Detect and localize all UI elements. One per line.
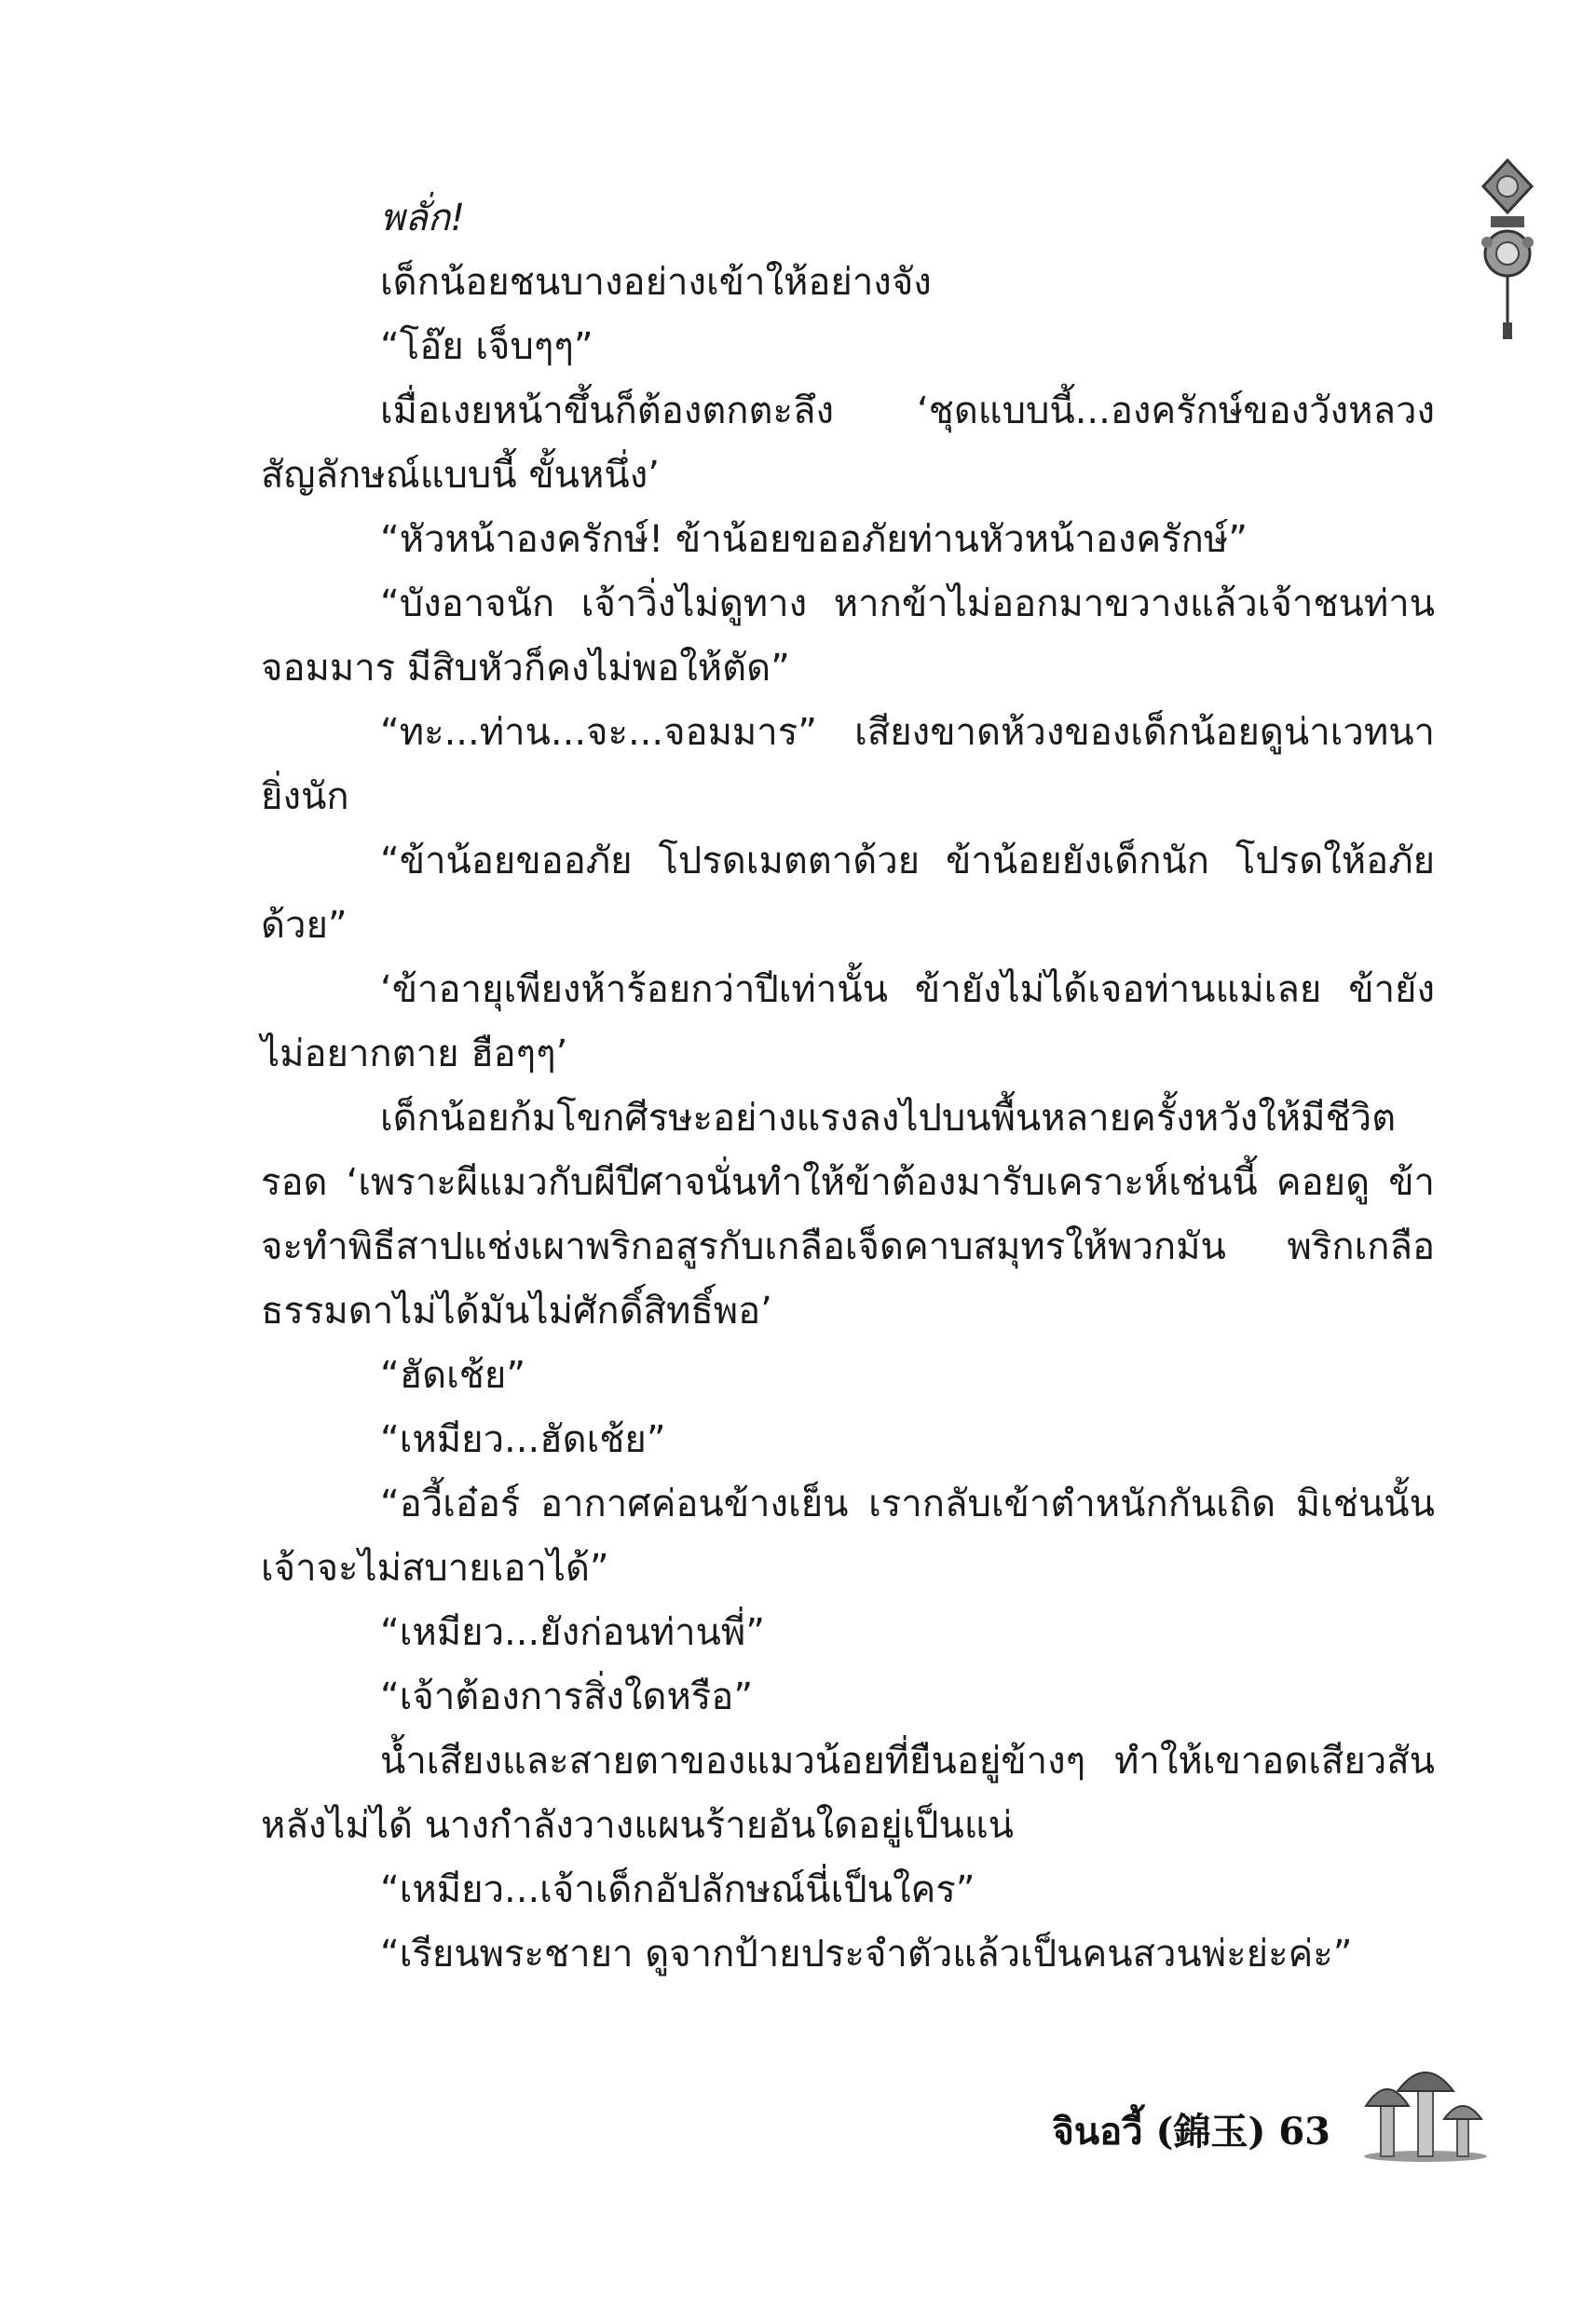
paragraph: เมื่อเงยหน้าขึ้นก็ต้องตกตะลึง ‘ชุดแบบนี้...องครักษ์ของวังหลวง สัญลักษณ์แบบนี้ ขั้นหนึ่ง’ xyxy=(261,390,1435,497)
page-footer xyxy=(1052,2101,1330,2161)
paragraph: “ข้าน้อยขออภัย โปรดเมตตาด้วย ข้าน้อยยังเด็กนัก โปรดให้อภัยด้วย” xyxy=(261,840,1435,947)
paragraph: “หัวหน้าองครักษ์! ข้าน้อยขออภัยท่านหัวหน้าองครักษ์” xyxy=(380,518,1248,561)
paragraph: พลั่ก! xyxy=(380,197,466,239)
paragraph: ‘ข้าอายุเพียงห้าร้อยกว่าปีเท่านั้น ข้ายังไม่ได้เจอท่านแม่เลย ข้ายังไม่อยากตาย ฮือๆๆ’ xyxy=(261,968,1435,1075)
mushroom-cluster-icon xyxy=(1360,2059,1491,2162)
paragraph: เด็กน้อยก้มโขกศีรษะอย่างแรงลงไปบนพื้นหลายครั้งหวังให้มีชีวิตรอด ‘เพราะผีแมวกับผีปีศาจนั่นทำให้ข้าต้องมารับเคราะห์เช่นนี้ คอยดู ข้าจะทำพิธีสาปแช่งเผาพริกอสูรกับเกลือเจ็ดคาบสมุทรให้พวกมัน พริกเกลือธรรมดาไม่ได้มันไม่ศักดิ์สิทธิ์พอ’ xyxy=(261,1097,1435,1333)
chinese-knot-ornament-icon xyxy=(1470,157,1545,343)
paragraph: “เหมียว...เจ้าเด็กอัปลักษณ์นี่เป็นใคร” xyxy=(380,1868,975,1911)
paragraph: “เรียนพระชายา ดูจากป้ายประจำตัวแล้วเป็นคนสวนพ่ะย่ะค่ะ” xyxy=(380,1933,1353,1976)
paragraph: “เจ้าต้องการสิ่งใดหรือ” xyxy=(380,1675,754,1718)
paragraph: “ทะ...ท่าน...จะ...จอมมาร” เสียงขาดห้วงของเด็กน้อยดูน่าเวทนายิ่งนัก xyxy=(261,711,1435,818)
paragraph: “บังอาจนัก เจ้าวิ่งไม่ดูทาง หากข้าไม่ออกมาขวางแล้วเจ้าชนท่านจอมมาร มีสิบหัวก็คงไม่พอให้ตัด” xyxy=(261,582,1435,690)
paragraph: น้ำเสียงและสายตาของแมวน้อยที่ยืนอยู่ข้างๆ ทำให้เขาอดเสียวสันหลังไม่ได้ นางกำลังวางแผนร้ายอันใดอยู่เป็นแน่ xyxy=(261,1740,1435,1847)
body-text xyxy=(261,186,1435,1987)
paragraph: เด็กน้อยชนบางอย่างเข้าให้อย่างจัง xyxy=(380,261,932,304)
page-number: 63 xyxy=(1278,2110,1330,2154)
paragraph: “เหมียว...ยังก่อนท่านพี่” xyxy=(380,1611,765,1654)
book-title: จินอวี้ (錦玉) xyxy=(1052,2110,1266,2154)
paragraph: “โอ๊ย เจ็บๆๆ” xyxy=(380,325,593,368)
paragraph: “อวี้เอ๋อร์ อากาศค่อนข้างเย็น เรากลับเข้าตำหนักกันเถิด มิเช่นนั้นเจ้าจะไม่สบายเอาได้” xyxy=(261,1483,1435,1590)
paragraph: “ฮัดเช้ย” xyxy=(380,1354,526,1397)
paragraph: “เหมียว...ฮัดเช้ย” xyxy=(380,1418,666,1461)
